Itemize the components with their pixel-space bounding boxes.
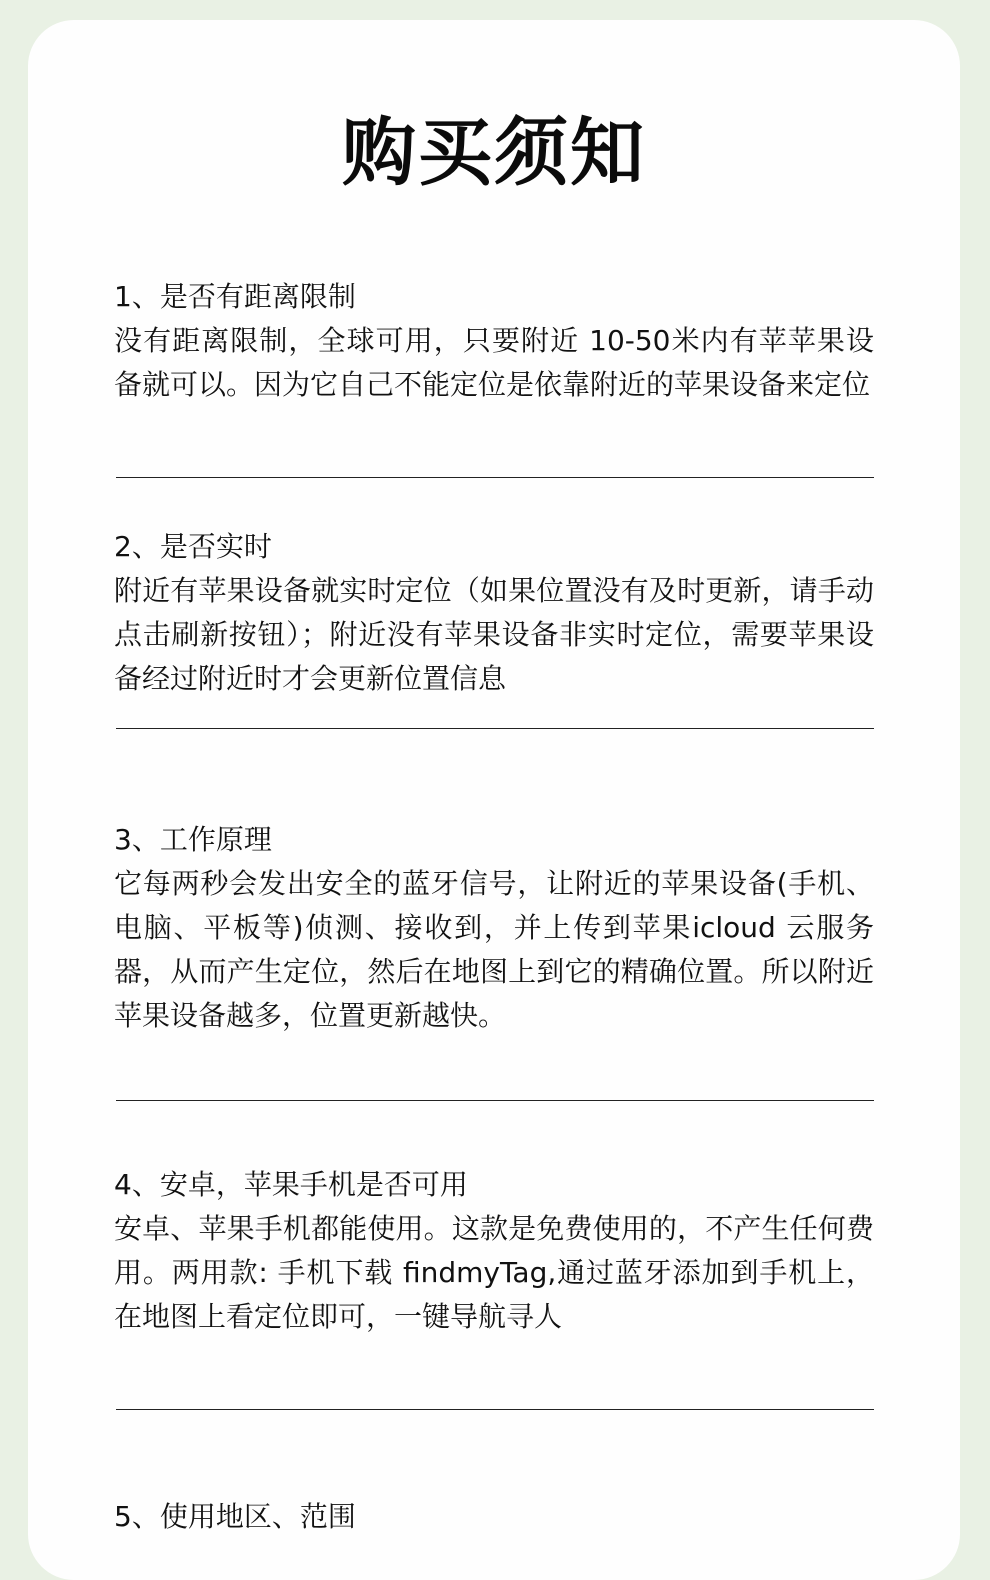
notice-section-5 (114, 1495, 874, 1539)
section-heading: 1、是否有距离限制 (114, 280, 356, 313)
section-divider (116, 1409, 874, 1410)
section-heading: 4、安卓，苹果手机是否可用 (114, 1168, 468, 1201)
section-divider (116, 728, 874, 729)
notice-section-3 (114, 818, 874, 1038)
notice-card (28, 20, 960, 1580)
section-body: 安卓、苹果手机都能使用。这款是免费使用的，不产生任何费用。两用款: 手机下载 findmyTag,通过蓝牙添加到手机上，在地图上看定位即可，一键导航寻人 (114, 1212, 874, 1333)
section-divider (116, 477, 874, 478)
page-title: 购买须知 (342, 110, 646, 196)
section-body: 没有距离限制，全球可用，只要附近 10-50米内有苹苹果设备就可以。因为它自己不能定位是依靠附近的苹果设备来定位 (114, 324, 874, 401)
notice-section-4 (114, 1163, 874, 1339)
section-divider (116, 1100, 874, 1101)
section-heading: 3、工作原理 (114, 823, 272, 856)
section-body: 附近有苹果设备就实时定位（如果位置没有及时更新，请手动点击刷新按钮）；附近没有苹果设备非实时定位，需要苹果设备经过附近时才会更新位置信息 (114, 574, 874, 695)
notice-section-1 (114, 275, 874, 407)
section-heading: 2、是否实时 (114, 530, 272, 563)
notice-section-2 (114, 525, 874, 701)
section-heading: 5、使用地区、范围 (114, 1500, 356, 1533)
section-body: 它每两秒会发出安全的蓝牙信号，让附近的苹果设备(手机、电脑、平板等)侦测、接收到，并上传到苹果icloud 云服务器，从而产生定位，然后在地图上到它的精确位置。所以附近苹果设备越多，位置更新越快。 (114, 867, 874, 1032)
